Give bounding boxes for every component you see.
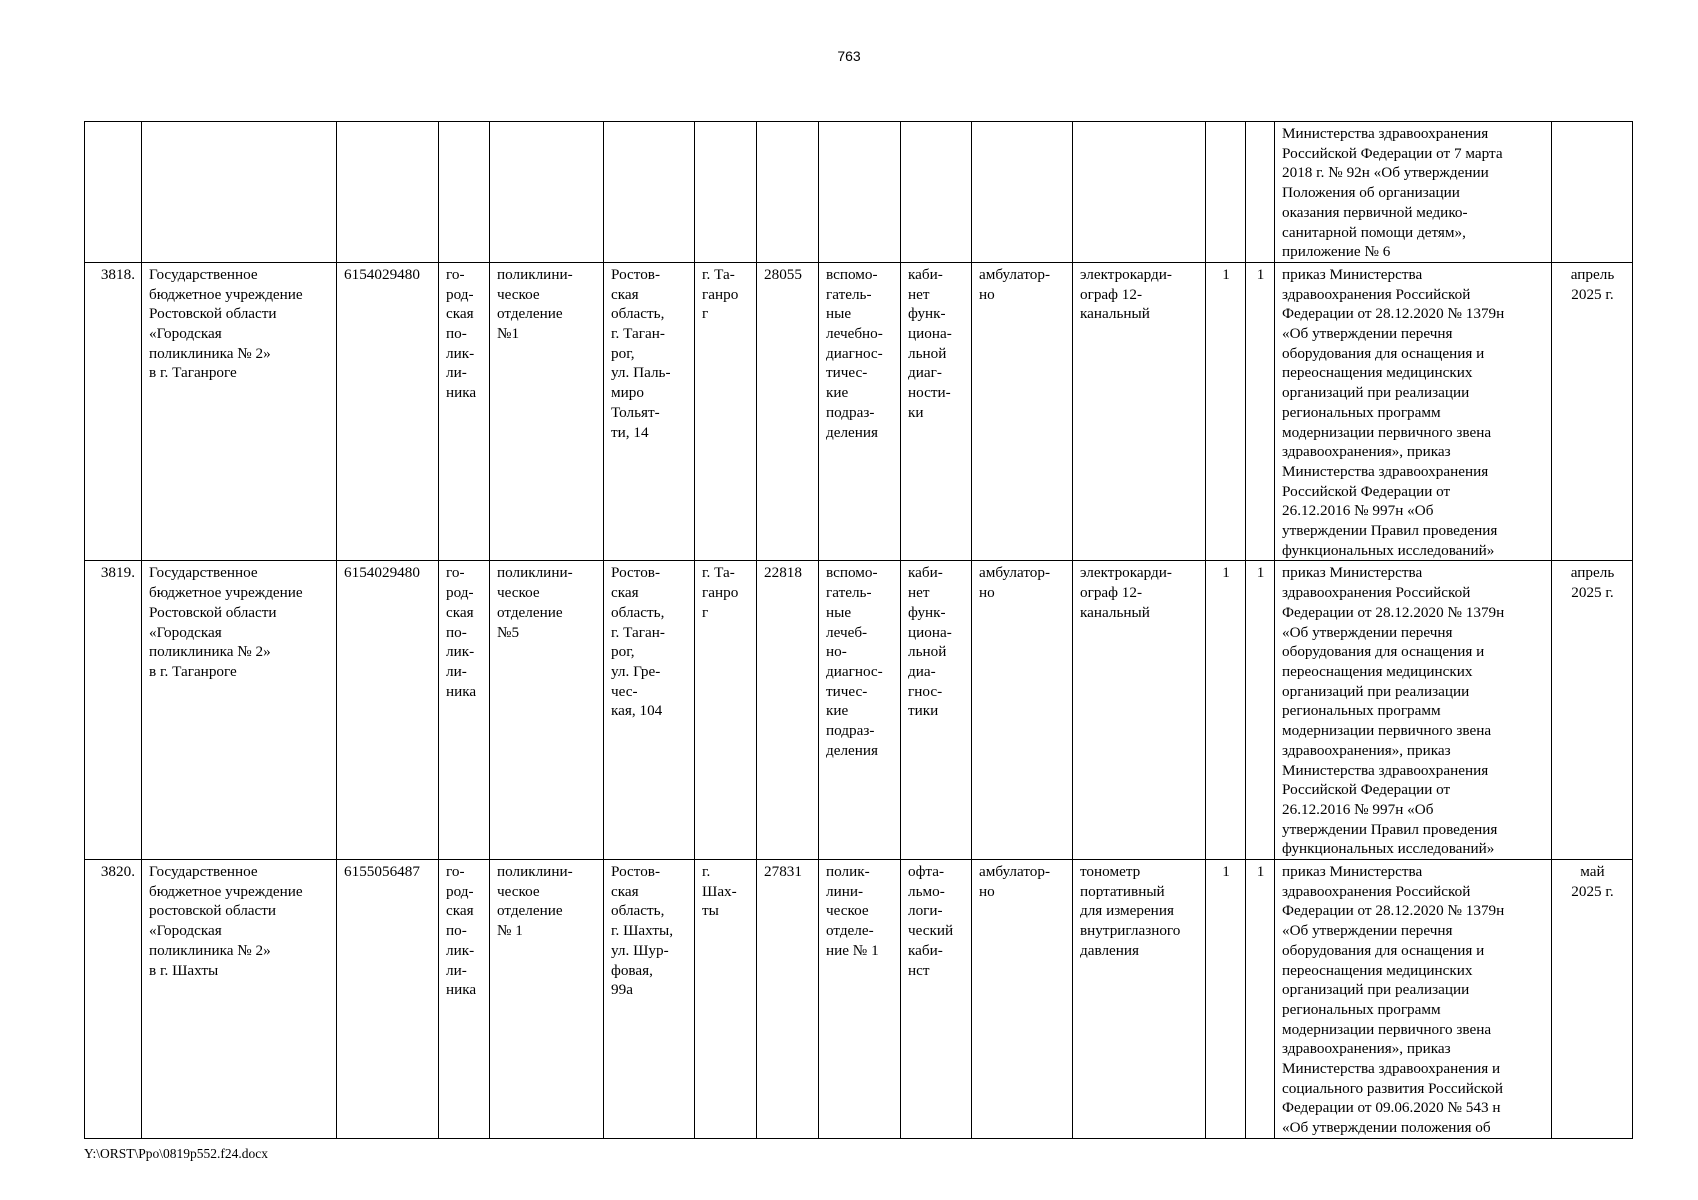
cell-equipment: тонометр портативный для измерения внутриглазного давления	[1073, 860, 1206, 1139]
cell-institution-name: Государственное бюджетное учреждение Ростовской области «Городская поликлиника № 2» в г. Таганроге	[142, 262, 337, 561]
cell-planned-date: май 2025 г.	[1552, 860, 1633, 1139]
cell-institution-type: го- род- ская по- лик- ли- ника	[439, 860, 490, 1139]
cell-planned-date: апрель 2025 г.	[1552, 262, 1633, 561]
cell-division: поликлини- ческое отделение №5	[490, 561, 604, 860]
cell-quantity-1	[1206, 122, 1246, 263]
cell-care-mode: амбулатор- но	[972, 262, 1073, 561]
cell-city	[695, 122, 757, 263]
cell-quantity-2: 1	[1246, 561, 1275, 860]
cell-institution-type: го- род- ская по- лик- ли- ника	[439, 262, 490, 561]
cell-city: г. Та- ганро г	[695, 561, 757, 860]
cell-planned-date: апрель 2025 г.	[1552, 561, 1633, 860]
cell-division: поликлини- ческое отделение №1	[490, 262, 604, 561]
cell-equipment: электрокарди- ограф 12- канальный	[1073, 561, 1206, 860]
cell-care-mode	[972, 122, 1073, 263]
cell-room: каби- нет функ- циона- льной диаг- ности- ки	[901, 262, 972, 561]
page-number: 763	[837, 48, 861, 64]
cell-quantity-1: 1	[1206, 561, 1246, 860]
table-row	[85, 122, 1633, 263]
cell-quantity-1: 1	[1206, 262, 1246, 561]
cell-address	[604, 122, 695, 263]
cell-institution-name	[142, 122, 337, 263]
cell-unit: полик- лини- ческое отделе- ние № 1	[819, 860, 901, 1139]
cell-institution-type: го- род- ская по- лик- ли- ника	[439, 561, 490, 860]
cell-division	[490, 122, 604, 263]
table-body	[85, 122, 1633, 1139]
cell-legal-basis: приказ Министерства здравоохранения Российской Федерации от 28.12.2020 № 1379н «Об утверждении перечня оборудования для оснащения и переоснащения медицинских организаций при реализации региональных программ модернизации первичного звена здравоохранения», приказ Министерства здравоохранения и социального развития Российской Федерации от 09.06.2020 № 543 н «Об утверждении положения об	[1275, 860, 1552, 1139]
cell-inn	[337, 122, 439, 263]
cell-code: 22818	[757, 561, 819, 860]
cell-city: г. Та- ганро г	[695, 262, 757, 561]
cell-inn: 6154029480	[337, 561, 439, 860]
cell-row-number: 3818.	[85, 262, 142, 561]
table-row	[85, 860, 1633, 1139]
cell-quantity-2: 1	[1246, 262, 1275, 561]
table-row	[85, 561, 1633, 860]
cell-planned-date	[1552, 122, 1633, 263]
cell-inn: 6154029480	[337, 262, 439, 561]
cell-code	[757, 122, 819, 263]
cell-institution-type	[439, 122, 490, 263]
cell-quantity-2: 1	[1246, 860, 1275, 1139]
cell-city: г. Шах- ты	[695, 860, 757, 1139]
cell-equipment	[1073, 122, 1206, 263]
cell-unit	[819, 122, 901, 263]
cell-address: Ростов- ская область, г. Шахты, ул. Шур- фовая, 99а	[604, 860, 695, 1139]
cell-code: 27831	[757, 860, 819, 1139]
equipment-table	[84, 121, 1633, 1139]
cell-institution-name: Государственное бюджетное учреждение ростовской области «Городская поликлиника № 2» в г. Шахты	[142, 860, 337, 1139]
cell-institution-name: Государственное бюджетное учреждение Ростовской области «Городская поликлиника № 2» в г. Таганроге	[142, 561, 337, 860]
cell-row-number: 3819.	[85, 561, 142, 860]
cell-room: каби- нет функ- циона- льной диа- гнос- тики	[901, 561, 972, 860]
cell-equipment: электрокарди- ограф 12- канальный	[1073, 262, 1206, 561]
cell-division: поликлини- ческое отделение № 1	[490, 860, 604, 1139]
cell-legal-basis: Министерства здравоохранения Российской Федерации от 7 марта 2018 г. № 92н «Об утверждении Положения об организации оказания первичной медико- санитарной помощи детям», приложение № 6	[1275, 122, 1552, 263]
cell-room	[901, 122, 972, 263]
cell-code: 28055	[757, 262, 819, 561]
cell-address: Ростов- ская область, г. Таган- рог, ул. Гре- чес- кая, 104	[604, 561, 695, 860]
cell-care-mode: амбулатор- но	[972, 860, 1073, 1139]
cell-unit: вспомо- гатель- ные лечеб- но- диагнос- тичес- кие подраз- деления	[819, 561, 901, 860]
cell-quantity-2	[1246, 122, 1275, 263]
footer-file-path: Y:\ORST\Ppo\0819p552.f24.docx	[84, 1146, 269, 1161]
cell-legal-basis: приказ Министерства здравоохранения Российской Федерации от 28.12.2020 № 1379н «Об утверждении перечня оборудования для оснащения и переоснащения медицинских организаций при реализации региональных программ модернизации первичного звена здравоохранения», приказ Министерства здравоохранения Российской Федерации от 26.12.2016 № 997н «Об утверждении Правил проведения функциональных исследований»	[1275, 262, 1552, 561]
cell-address: Ростов- ская область, г. Таган- рог, ул. Паль- миро Тольят- ти, 14	[604, 262, 695, 561]
cell-unit: вспомо- гатель- ные лечебно- диагнос- тичес- кие подраз- деления	[819, 262, 901, 561]
cell-care-mode: амбулатор- но	[972, 561, 1073, 860]
cell-room: офта- льмо- логи- ческий каби- нст	[901, 860, 972, 1139]
cell-legal-basis: приказ Министерства здравоохранения Российской Федерации от 28.12.2020 № 1379н «Об утверждении перечня оборудования для оснащения и переоснащения медицинских организаций при реализации региональных программ модернизации первичного звена здравоохранения», приказ Министерства здравоохранения Российской Федерации от 26.12.2016 № 997н «Об утверждении Правил проведения функциональных исследований»	[1275, 561, 1552, 860]
cell-inn: 6155056487	[337, 860, 439, 1139]
table-row	[85, 262, 1633, 561]
cell-row-number: 3820.	[85, 860, 142, 1139]
cell-row-number	[85, 122, 142, 263]
cell-quantity-1: 1	[1206, 860, 1246, 1139]
